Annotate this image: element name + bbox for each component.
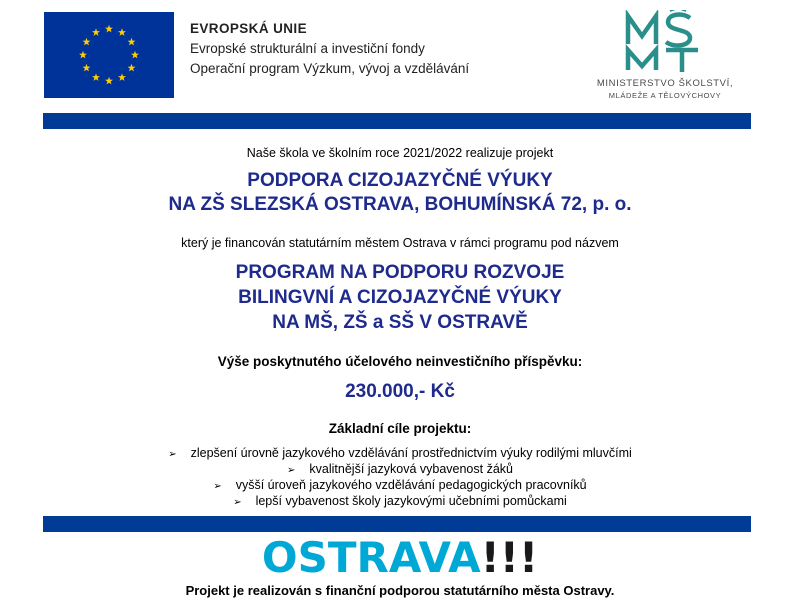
goal-text: kvalitnější jazyková vybavenost žáků (309, 462, 513, 476)
eu-flag-logo (44, 12, 174, 98)
amount-label: Výše poskytnutého účelového neinvestičního příspěvku: (217, 354, 583, 369)
eu-program-line: Operační program Výzkum, vývoj a vzdělávání (190, 61, 470, 76)
eu-stars-icon (44, 12, 174, 98)
ostrava-logo-exclamations: !!! (480, 533, 539, 582)
goal-text: vyšší úroveň jazykového vzdělávání pedagogických pracovníků (235, 478, 587, 492)
amount-value: 230.000,- Kč (345, 381, 455, 402)
ostrava-logo-word: OSTRAVA (261, 533, 481, 582)
program-title-line1: PROGRAM NA PODPORU ROZVOJE (235, 262, 565, 283)
financing-text: který je financován statutárním městem Ostrava v rámci programu pod názvem (181, 236, 619, 250)
eu-text-block (190, 19, 469, 79)
msmt-logo (574, 10, 756, 100)
bullet-arrow-icon: ➢ (233, 497, 242, 508)
eu-title: EVROPSKÁ UNIE (190, 21, 307, 36)
program-title-line2: BILINGVNÍ A CIZOJAZYČNÉ VÝUKY (238, 287, 562, 308)
bottom-accent-bar (43, 516, 751, 532)
goals-title: Základní cíle projektu: (328, 421, 472, 436)
intro-text: Naše škola ve školním roce 2021/2022 realizuje projekt (246, 146, 554, 160)
project-title-line2: NA ZŠ SLEZSKÁ OSTRAVA, BOHUMÍNSKÁ 72, p. o. (168, 194, 632, 215)
funding-note: Projekt je realizován s finanční podporou statutárního města Ostravy. (185, 583, 615, 598)
bullet-arrow-icon: ➢ (287, 465, 296, 476)
goal-item (0, 494, 800, 508)
goal-item (0, 478, 800, 492)
eu-funds-line: Evropské strukturální a investiční fondy (190, 41, 425, 56)
bullet-arrow-icon: ➢ (168, 449, 177, 460)
msmt-monogram-icon (624, 10, 704, 74)
goal-item (0, 462, 800, 476)
goal-text: lepší vybavenost školy jazykovými učebními pomůckami (255, 494, 567, 508)
msmt-name-line1: MINISTERSTVO ŠKOLSTVÍ, (596, 78, 734, 89)
top-accent-bar (43, 113, 751, 129)
project-title-line1: PODPORA CIZOJAZYČNÉ VÝUKY (247, 170, 553, 191)
program-title-line3: NA MŠ, ZŠ a SŠ V OSTRAVĚ (272, 312, 528, 333)
msmt-name-line2: MLÁDEŽE A TĚLOVÝCHOVY (608, 91, 722, 100)
ostrava-logo (0, 533, 800, 582)
bullet-arrow-icon: ➢ (213, 481, 222, 492)
goal-item (0, 446, 800, 460)
goal-text: zlepšení úrovně jazykového vzdělávání prostřednictvím výuky rodilými mluvčími (190, 446, 632, 460)
header (0, 0, 800, 110)
